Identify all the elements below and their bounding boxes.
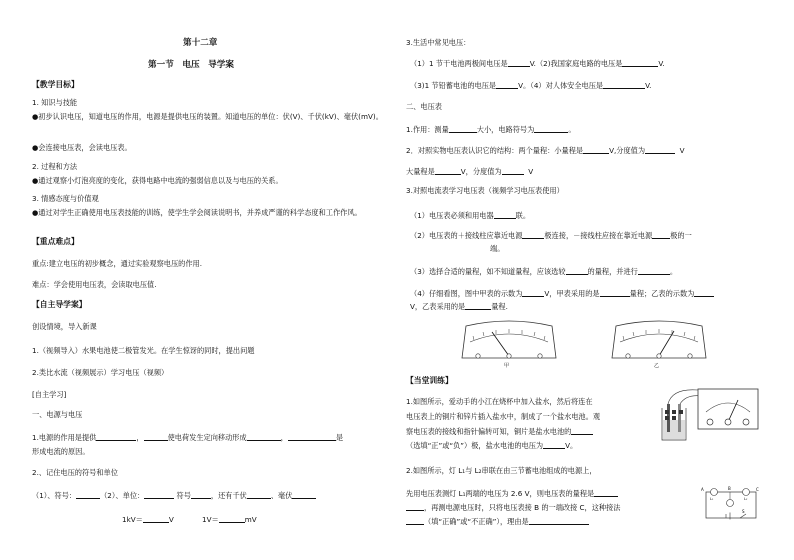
blank[interactable]	[449, 124, 477, 133]
blank[interactable]	[600, 288, 630, 297]
question-3: 3.生活中常见电压：	[406, 38, 471, 47]
study-label: [自主学习]	[32, 390, 67, 399]
blank[interactable]	[247, 490, 271, 499]
blank[interactable]	[522, 230, 544, 239]
difficult-point: 难点：学会使用电压表，会读取电压值.	[32, 280, 157, 289]
blank[interactable]	[583, 145, 609, 154]
blank[interactable]	[144, 490, 174, 499]
blank[interactable]	[144, 432, 168, 441]
question-3a: （1）1 节干电池两极间电压是 V.（2)我国家庭电路的电压是 V.	[410, 59, 665, 68]
blank[interactable]	[534, 124, 568, 133]
goal-3a: ●通过对学生正确使用电压表技能的训练，使学生学会阅读说明书，并养成严谨的科学态度和工作作风。	[32, 208, 362, 217]
key-point: 重点:建立电压的初步概念，通过实验观察电压的作用.	[32, 259, 203, 268]
blank[interactable]	[465, 301, 491, 310]
usage-1: （1）电压表必须和用电器 联。	[410, 211, 531, 220]
blank[interactable]	[494, 210, 516, 219]
blank[interactable]	[529, 516, 589, 525]
blank[interactable]	[435, 166, 461, 175]
blank[interactable]	[594, 488, 618, 497]
blank[interactable]	[522, 288, 544, 297]
usage-4-cont: V，乙表采用的是 量程.	[410, 302, 508, 311]
video-1: 1.（视频导入）水果电池使二极管发光。在学生惊讶的同时，提出问题	[32, 346, 255, 355]
training-2d: （填“正确”或“不正确”），理由是	[406, 516, 589, 526]
chapter-title: 第十二章	[183, 38, 218, 48]
blank[interactable]	[543, 440, 565, 449]
voltmeter-figure-a	[456, 318, 562, 362]
question-1-cont: 形成电流的原因。	[32, 447, 90, 456]
usage-2-cont: 端。	[490, 244, 505, 253]
goal-1a: ●初步认识电压，知道电压的作用，电源是提供电压的装置。知道电压的单位：伏(V)、千伏(kV)、毫伏(mV)。	[32, 112, 383, 121]
usage-4: （4）仔细看图，图中甲表的示数为 V，甲表采用的是 量程；乙表的示数为	[410, 288, 714, 298]
usage-3: （3）选择合适的量程，如不知道量程，应该选较 的量程，并进行 。	[410, 267, 678, 276]
question-3-usage: 3.对照电流表学习电压表（视频学习电压表使用）	[406, 186, 564, 195]
training-1b: 电压表上的铜片和锌片插入盐水中，制成了一个盐水电池。观	[406, 412, 601, 421]
meter-b-label: 乙	[654, 363, 660, 369]
circuit-label-l1: L₁	[710, 497, 714, 501]
intro-line: 创设情境，导入新课	[32, 322, 97, 331]
blank[interactable]	[571, 426, 593, 435]
salt-water-battery-figure	[658, 386, 762, 444]
blank[interactable]	[622, 58, 658, 67]
meter-a-label: 甲	[504, 363, 510, 369]
training-1c: 察电压表的接线和指针偏转可知，铜片是盐水电池的	[406, 426, 593, 436]
goal-2: 2. 过程和方法	[32, 162, 78, 171]
blank[interactable]	[406, 516, 424, 525]
conversion-kv: 1kV＝ V	[122, 515, 174, 524]
series-circuit-figure	[700, 484, 762, 524]
part-2-heading: 二、电压表	[406, 102, 442, 111]
goals-heading: 【教学目标】	[32, 80, 79, 89]
circuit-label-s: S	[742, 509, 745, 514]
blank[interactable]	[652, 230, 670, 239]
blank[interactable]	[502, 166, 524, 175]
training-2c: ，再测电源电压时，只将电压表接 B 的一端改接 C，这种接法	[406, 502, 621, 512]
question-3b: （3)1 节铅蓄电池的电压是 V。（4）对人体安全电压是 V.	[410, 81, 652, 90]
blank[interactable]	[496, 80, 518, 89]
blank[interactable]	[638, 266, 670, 275]
training-2: 2.如图所示，灯 L₁与 L₂串联在由三节蓄电池组成的电源上，	[406, 466, 597, 475]
blank[interactable]	[292, 490, 316, 499]
goal-1: 1. 知识与技能	[32, 98, 78, 107]
blank[interactable]	[143, 514, 169, 523]
section-title: 第一节 电压 导学案	[148, 60, 234, 70]
voltmeter-function: 1.作用：测量 大小，电路符号为 。	[406, 125, 576, 134]
blank[interactable]	[566, 266, 588, 275]
key-heading: 【重点难点】	[32, 237, 79, 246]
goal-3: 3. 情感态度与价值观	[32, 194, 99, 203]
circuit-label-a: A	[701, 487, 704, 492]
voltmeter-ranges: 2．对照实物电压表认识它的结构：两个量程：小量程是 V,分度值为 V	[406, 146, 685, 155]
blank[interactable]	[288, 432, 336, 441]
conversion-v: 1V＝ mV	[202, 515, 257, 524]
blank[interactable]	[76, 490, 100, 499]
circuit-label-b: B	[728, 486, 731, 491]
blank[interactable]	[247, 432, 281, 441]
goal-2a: ●通过观察小灯泡亮度的变化，获得电路中电流的强弱信息以及与电压的关系。	[32, 176, 283, 185]
blank[interactable]	[96, 432, 136, 441]
part-1-heading: 一、电源与电压	[32, 410, 83, 419]
training-2b: 先用电压表测灯 L₁两端的电压为 2.6 V，则电压表的量程是	[406, 488, 618, 498]
training-heading: 【当堂训练】	[406, 376, 453, 385]
blank[interactable]	[645, 145, 675, 154]
self-study-heading: 【自主导学案】	[32, 300, 87, 309]
training-1d: （选填“正”或“负”）极，盐水电池的电压为 V。	[406, 441, 578, 450]
blank[interactable]	[694, 288, 714, 297]
question-1: 1.电源的作用是提供 ， 使电荷发生定向移动形成 ， 是	[32, 433, 344, 442]
goal-1b: ●会连接电压表，会读电压表。	[32, 143, 132, 152]
video-2: 2.类比水流（视频展示）学习电压（视频）	[32, 368, 169, 377]
voltmeter-large-range: 大量程是 V，分度值为 V	[406, 167, 534, 176]
blank[interactable]	[219, 514, 245, 523]
voltmeter-figure-b	[606, 318, 712, 362]
question-2-items: （1）、符号： （2）、单位： 符号 ，还有千伏 、毫伏	[32, 490, 316, 500]
circuit-label-l2: L₂	[744, 497, 748, 501]
circuit-label-c: C	[756, 487, 759, 492]
usage-2: （2）电压表的＋接线柱应靠近电源 极连接，－接线柱应接在靠近电源 极的一	[410, 231, 692, 240]
blank[interactable]	[603, 80, 645, 89]
training-1: 1.如图所示，爱动手的小江在烧杯中加入盐水，然后将连在	[406, 397, 593, 406]
blank[interactable]	[191, 490, 211, 499]
question-2: 2.、记住电压的符号和单位	[32, 468, 118, 477]
blank[interactable]	[508, 58, 530, 67]
blank[interactable]	[406, 502, 424, 511]
